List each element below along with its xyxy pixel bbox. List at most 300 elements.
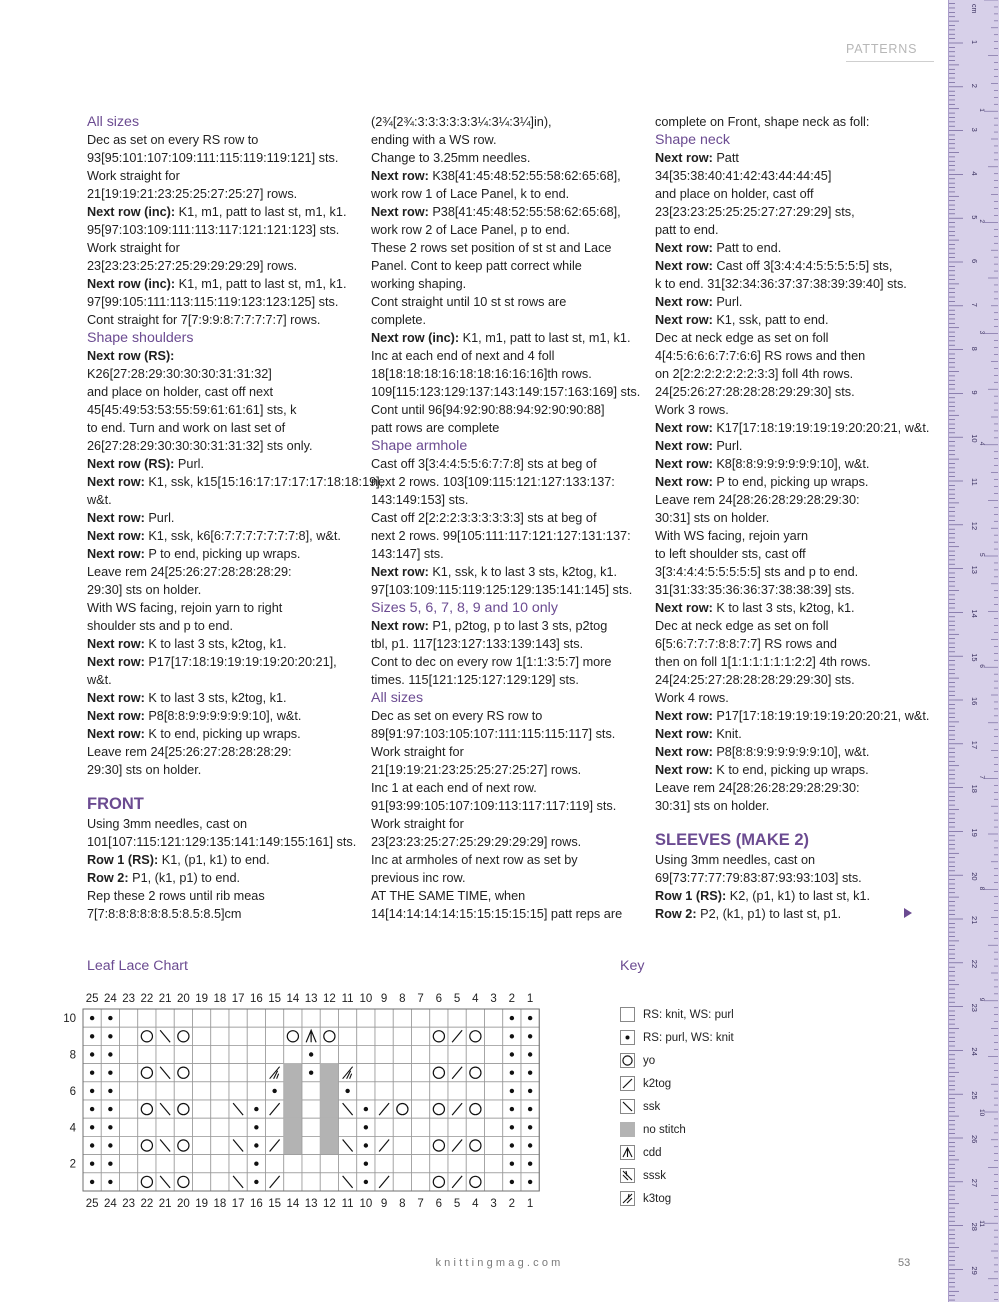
text-line: Next row: Patt to end. [655,241,782,255]
chart-cell [393,1082,411,1100]
chart-cell [229,1118,247,1136]
yo-icon [620,1053,635,1068]
chart-cell [284,1045,302,1063]
chart-cell [266,1118,284,1136]
text-line: working shaping. [371,277,467,291]
ruler-cm-label: 6 [970,259,979,264]
key-label: sssk [643,1170,666,1182]
ruler-cm-label: 27 [970,1178,979,1188]
ruler-cm-label: 24 [970,1047,979,1056]
chart-cell [302,1118,320,1136]
purl-dot [254,1107,258,1111]
ruler-cm-label: 22 [970,959,979,969]
column-number: 8 [399,1198,406,1210]
column-number: 19 [195,993,209,1005]
purl-dot [108,1180,112,1184]
text-line: Inc at armholes of next row as set by [371,853,578,867]
chart-cell [229,1082,247,1100]
text-line: Next row: Purl. [655,439,743,453]
chart-cell [193,1118,211,1136]
text-line: Dec as set on every RS row to [87,133,259,147]
chart-cell [193,1045,211,1063]
chart-cell [120,1027,138,1045]
text-line: patt rows are complete [371,421,500,435]
column-number: 14 [286,993,300,1005]
ruler-inch-label: 8 [978,886,985,891]
ruler-cm-label: 14 [970,609,979,618]
ruler-cm-label: 26 [970,1135,979,1144]
ruler-cm-label: 17 [970,740,979,750]
chart-cell [266,1009,284,1027]
purl-dot [528,1016,532,1020]
text-line: 29:30] sts on holder. [87,583,202,597]
ruler-cm-label: 16 [970,697,979,706]
purl-dot [108,1071,112,1075]
text-line: 18[18:18:18:16:18:18:16:16:16]th rows. [371,367,592,381]
chart-cell [393,1118,411,1136]
column-left [87,113,384,923]
column-number: 9 [380,1198,388,1210]
text-line: Leave rem 24[28:26:28:29:28:29:30: [655,781,860,795]
chart-cell [430,1173,448,1191]
chart-cell [247,1009,265,1027]
purl-dot [90,1016,94,1020]
purl-dot [108,1034,112,1038]
purl-dot [108,1162,112,1166]
chart-cell [284,1100,302,1118]
subheading: Shape armhole [371,438,468,454]
chart-cell [375,1118,393,1136]
ruler-cm-label: 8 [970,346,979,351]
text-line: Work 3 rows. [655,403,729,417]
chart-cell [466,1027,484,1045]
ruler-inch-label: 2 [978,219,985,224]
chart-cell [320,1136,338,1154]
purl-dot [528,1052,532,1056]
chart-cell [229,1009,247,1027]
purl-dot [90,1107,94,1111]
ruler-inch-label: 1 [978,108,985,112]
text-line: Cont to dec on every row 1[1:1:3:5:7] more [371,655,612,669]
text-line: 143:149:153] sts. [371,493,469,507]
text-line: Next row: K1, ssk, k to last 3 sts, k2tog, k1. [371,565,618,579]
chart-cell [412,1027,430,1045]
column-number: 5 [453,1198,461,1210]
column-number: 4 [472,993,479,1005]
column-number: 17 [231,993,245,1005]
chart-cell [284,1155,302,1173]
purl-dot [90,1071,94,1075]
text-line: and place on holder, cast off next [87,385,273,399]
chart-title: Leaf Lace Chart [87,958,188,974]
chart-cell [320,1118,338,1136]
chart-cell [229,1064,247,1082]
column-number: 16 [249,993,263,1005]
text-line: Dec at neck edge as set on foll [655,331,829,345]
text-line: Leave rem 24[28:26:28:29:28:29:30: [655,493,860,507]
ruler-cm-label: 9 [970,390,979,395]
chart-cell [120,1064,138,1082]
text-line: Row 2: P1, (k1, p1) to end. [87,871,241,885]
purl-dot [528,1034,532,1038]
column-number: 2 [508,993,516,1005]
text-line: 97[103:109:115:119:125:129:135:141:145] sts. [371,583,633,597]
chart-cell [120,1136,138,1154]
chart-cell [266,1045,284,1063]
chart-cell [412,1082,430,1100]
text-line: 21[19:19:21:23:25:25:27:25:27] rows. [371,763,582,777]
text-line: 6[5:6:7:7:7:8:8:7:7] RS rows and [655,637,837,651]
chart-cell [193,1082,211,1100]
ruler-cm-label: 4 [970,171,979,176]
key-label: yo [643,1055,656,1067]
column-number: 24 [103,993,117,1005]
chart-cell [211,1100,229,1118]
column-number: 19 [195,1198,209,1210]
chart-cell [302,1173,320,1191]
chart-cell [120,1118,138,1136]
text-line: Next row: K1, ssk, k15[15:16:17:17:17:17:18:18:19], [87,475,384,489]
column-number: 9 [380,993,388,1005]
purl-dot [510,1016,514,1020]
purl-dot [510,1052,514,1056]
key-label: cdd [643,1147,662,1159]
chart-cell [120,1045,138,1063]
chart-cell [284,1136,302,1154]
ruler-cm-label: 19 [970,828,979,837]
chart-cell [174,1155,192,1173]
chart-cell [284,1027,302,1045]
text-line: previous inc row. [371,871,466,885]
chart-cell [156,1009,174,1027]
text-line: 109[115:123:129:137:143:149:157:163:169] sts. [371,385,641,399]
chart-cell [393,1027,411,1045]
chart-cell [156,1155,174,1173]
chart-cell [229,1155,247,1173]
chart-cell [174,1136,192,1154]
text-line: 23[23:23:25:27:25:29:29:29:29] rows. [371,835,582,849]
key-label: RS: knit, WS: purl [643,1009,734,1021]
text-line: w&t. [87,673,112,687]
chart-cell [339,1027,357,1045]
column-number: 6 [435,993,443,1005]
chart-cell [174,1173,192,1191]
purl-dot [90,1089,94,1093]
purl-dot [364,1143,368,1147]
chart-cell [211,1082,229,1100]
text-line: Next row (RS): [87,349,175,363]
chart-cell [247,1045,265,1063]
chart-cell [284,1009,302,1027]
subheading: Sizes 5, 6, 7, 8, 9 and 10 only [371,600,558,616]
purl-dot [528,1180,532,1184]
text-line: Next row: K to end, picking up wraps. [87,727,301,741]
chart-cell [448,1082,466,1100]
chart-cell [375,1009,393,1027]
chart-cell [466,1064,484,1082]
chart-cell [320,1027,338,1045]
column-number: 3 [490,993,497,1005]
text-line: Inc 1 at each end of next row. [371,781,537,795]
text-line: 101[107:115:121:129:135:141:149:155:161] sts. [87,835,357,849]
k2tog-icon [620,1076,635,1091]
purl-dot [345,1089,349,1093]
chart-cell [466,1045,484,1063]
chart-cell [485,1009,503,1027]
chart-cell [339,1118,357,1136]
text-line: 14[14:14:14:14:15:15:15:15:15] patt reps are [371,907,623,921]
chart-cell [466,1173,484,1191]
chart-cell [412,1100,430,1118]
column-number: 22 [140,993,154,1005]
text-line: Next row: P to end, picking up wraps. [655,475,869,489]
ruler-cm-label: 12 [970,521,979,531]
chart-cell [320,1100,338,1118]
text-line: work row 1 of Lace Panel, k to end. [371,187,570,201]
chart-cell [339,1009,357,1027]
ruler-inch-label: 10 [978,1109,985,1117]
text-line: 45[45:49:53:53:55:59:61:61:61] sts, k [87,403,297,417]
purl-dot [254,1143,258,1147]
column-number: 1 [526,993,534,1005]
text-line: 91[93:99:105:107:109:113:117:117:119] sts. [371,799,617,813]
cdd-icon [620,1145,635,1160]
chart-cell [393,1136,411,1154]
purl-dot [272,1089,276,1093]
column-number: 13 [304,993,318,1005]
row-number: 6 [69,1085,76,1098]
text-line: Next row: P17[17:18:19:19:19:19:20:20:21, w&t. [655,709,930,723]
chart-cell [302,1136,320,1154]
purl-dot [528,1125,532,1129]
text-line: 24[25:26:27:28:28:28:29:29:30] sts. [655,385,855,399]
column-number: 7 [417,993,424,1005]
text-line: AT THE SAME TIME, when [371,889,526,903]
column-number: 21 [158,1198,172,1210]
column-number: 21 [158,993,172,1005]
text-line: Next row: K to last 3 sts, k2tog, k1. [87,691,287,705]
text-line: Next row (inc): K1, m1, patt to last st, m1, k1. [371,331,631,345]
key-title: Key [620,958,645,974]
text-line: Next row: P38[41:45:48:52:55:58:62:65:68], [371,205,621,219]
chart-cell [339,1045,357,1063]
purl-dot [510,1034,514,1038]
column-number: 2 [508,1198,516,1210]
column-number: 17 [231,1198,245,1210]
chart-cell [174,1045,192,1063]
purl-dot [309,1071,313,1075]
chart-cell [138,1100,156,1118]
ruler-unit-label: cm [970,4,977,14]
column-number: 7 [417,1198,424,1210]
section-tag: PATTERNS [846,42,934,62]
chart-cell [193,1009,211,1027]
purl-dot [90,1143,94,1147]
chart-cell [412,1173,430,1191]
text-line: complete. [371,313,427,327]
chart-cell [138,1045,156,1063]
sssk-icon [620,1168,635,1183]
text-line: Work straight for [87,241,180,255]
chart-cell [211,1136,229,1154]
text-line: Next row: K to last 3 sts, k2tog, k1. [655,601,855,615]
text-line: on 2[2:2:2:2:2:2:2:3:3] foll 4th rows. [655,367,854,381]
column-number: 18 [213,993,227,1005]
ruler-inch-label: 9 [978,997,985,1002]
text-line: 97[99:105:111:113:115:119:123:123:125] sts. [87,295,339,309]
text-line: Using 3mm needles, cast on [87,817,248,831]
chart-cell [485,1027,503,1045]
text-line: Next row (inc): K1, m1, patt to last st, m1, k1. [87,277,347,291]
chart-cell [430,1082,448,1100]
text-line: Cont until 96[94:92:90:88:94:92:90:90:88] [371,403,605,417]
chart-cell [156,1045,174,1063]
text-line: Inc at each end of next and 4 foll [371,349,555,363]
subheading: Shape shoulders [87,330,194,346]
key-label: RS: purl, WS: knit [643,1032,734,1044]
ruler-cm-label: 3 [970,127,979,132]
text-line: Row 2: P2, (k1, p1) to last st, p1. [655,907,842,921]
ruler-cm-label: 21 [970,916,979,925]
text-line: Cast off 2[2:2:2:3:3:3:3:3:3] sts at beg of [371,511,597,525]
text-line: Row 1 (RS): K2, (p1, k1) to last st, k1. [655,889,871,903]
section-heading-front: FRONT [87,795,144,813]
text-line: 7[7:8:8:8:8:8:8.5:8.5:8.5]cm [87,907,242,921]
chart-cell [247,1082,265,1100]
chart-cell [466,1136,484,1154]
ruler-cm-label: 5 [970,215,979,220]
chart-cell [375,1045,393,1063]
ruler-cm-label: 23 [970,1003,979,1012]
purl-dot [528,1162,532,1166]
ruler-inch-label: 5 [978,553,985,557]
text-line: Next row: K to last 3 sts, k2tog, k1. [87,637,287,651]
column-number: 13 [304,1198,318,1210]
column-number: 12 [322,993,336,1005]
text-line: Panel. Cont to keep patt correct while [371,259,582,273]
chart-cell [138,1027,156,1045]
chart-cell [357,1045,375,1063]
chart-cell [302,1155,320,1173]
chart-cell [320,1064,338,1082]
key-label: k3tog [643,1193,672,1205]
purl-dot [90,1052,94,1056]
chart-cell [120,1173,138,1191]
text-line: 89[91:97:103:105:107:111:115:115:117] sts. [371,727,616,741]
ssk-icon [620,1099,635,1114]
chart-cell [320,1155,338,1173]
purl-dot [528,1143,532,1147]
chart-cell [138,1173,156,1191]
row-number: 2 [69,1158,76,1171]
chart-cell [375,1027,393,1045]
chart-cell [485,1064,503,1082]
chart-cell [211,1173,229,1191]
column-number: 15 [268,1198,282,1210]
chart-cell [430,1045,448,1063]
chart-cell [284,1082,302,1100]
text-line: 30:31] sts on holder. [655,799,770,813]
ruler-cm-label: 11 [970,478,979,486]
text-line: Next row: Knit. [655,727,742,741]
column-number: 6 [435,1198,443,1210]
row-number: 8 [69,1049,76,1062]
chart-cell [120,1100,138,1118]
column-number: 3 [490,1198,497,1210]
text-line: tbl, p1. 117[123:127:133:139:143] sts. [371,637,584,651]
chart-cell [357,1064,375,1082]
ruler-inch-label: 11 [978,1220,985,1227]
chart-cell [448,1009,466,1027]
column-number: 14 [286,1198,300,1210]
ruler-cm-label: 15 [970,653,979,662]
dot-icon [620,1030,635,1045]
text-line: Cont straight for 7[7:9:9:8:7:7:7:7:7] rows. [87,313,321,327]
column-number: 8 [399,993,406,1005]
chart-cell [448,1155,466,1173]
chart-cell [193,1027,211,1045]
chart-cell [211,1155,229,1173]
chart-cell [174,1064,192,1082]
text-line: Next row: K17[17:18:19:19:19:19:20:20:21, w&t. [655,421,930,435]
chart-cell [485,1100,503,1118]
purl-dot [254,1180,258,1184]
column-number: 18 [213,1198,227,1210]
text-line: Next row: Patt [655,151,739,165]
chart-cell [357,1009,375,1027]
chart-cell [284,1064,302,1082]
text-line: K26[27:28:29:30:30:30:31:31:32] [87,367,272,381]
text-line: Next row: K1, ssk, k6[6:7:7:7:7:7:7:7:8], w&t. [87,529,341,543]
chart-cell [430,1155,448,1173]
ruler-inch-label: 7 [978,775,985,780]
chart-cell [393,1173,411,1191]
text-line: and place on holder, cast off [655,187,814,201]
text-line: 93[95:101:107:109:111:115:119:119:121] sts. [87,151,339,165]
purl-dot [90,1180,94,1184]
ruler-cm-label: 2 [970,83,979,88]
ruler-cm-label: 10 [970,434,979,443]
ruler-cm-label: 1 [970,40,979,45]
text-line: Cast off 3[3:4:4:5:5:6:7:7:8] sts at beg of [371,457,597,471]
chart-cell [448,1118,466,1136]
chart-cell [211,1118,229,1136]
text-line: Work straight for [87,169,180,183]
column-number: 11 [341,1198,354,1210]
text-line: Leave rem 24[25:26:27:28:28:28:29: [87,565,292,579]
ruler-inch-label: 3 [978,330,985,335]
text-line: patt to end. [655,223,719,237]
text-line: w&t. [87,493,112,507]
key-label: ssk [643,1101,661,1113]
ruler-cm-label: 28 [970,1222,979,1231]
chart-cell [302,1100,320,1118]
chart-cell [229,1045,247,1063]
column-number: 11 [341,993,354,1005]
chart-cell [320,1045,338,1063]
purl-dot [510,1125,514,1129]
chart-cell [393,1009,411,1027]
text-line: 24[24:25:27:28:28:28:29:29:30] sts. [655,673,855,687]
column-number: 5 [453,993,461,1005]
text-line: Change to 3.25mm needles. [371,151,531,165]
chart-cell [211,1027,229,1045]
column-number: 23 [122,1198,136,1210]
chart-cell [412,1009,430,1027]
chart-cell [466,1009,484,1027]
chart-cell [193,1173,211,1191]
row-number: 10 [63,1013,76,1026]
